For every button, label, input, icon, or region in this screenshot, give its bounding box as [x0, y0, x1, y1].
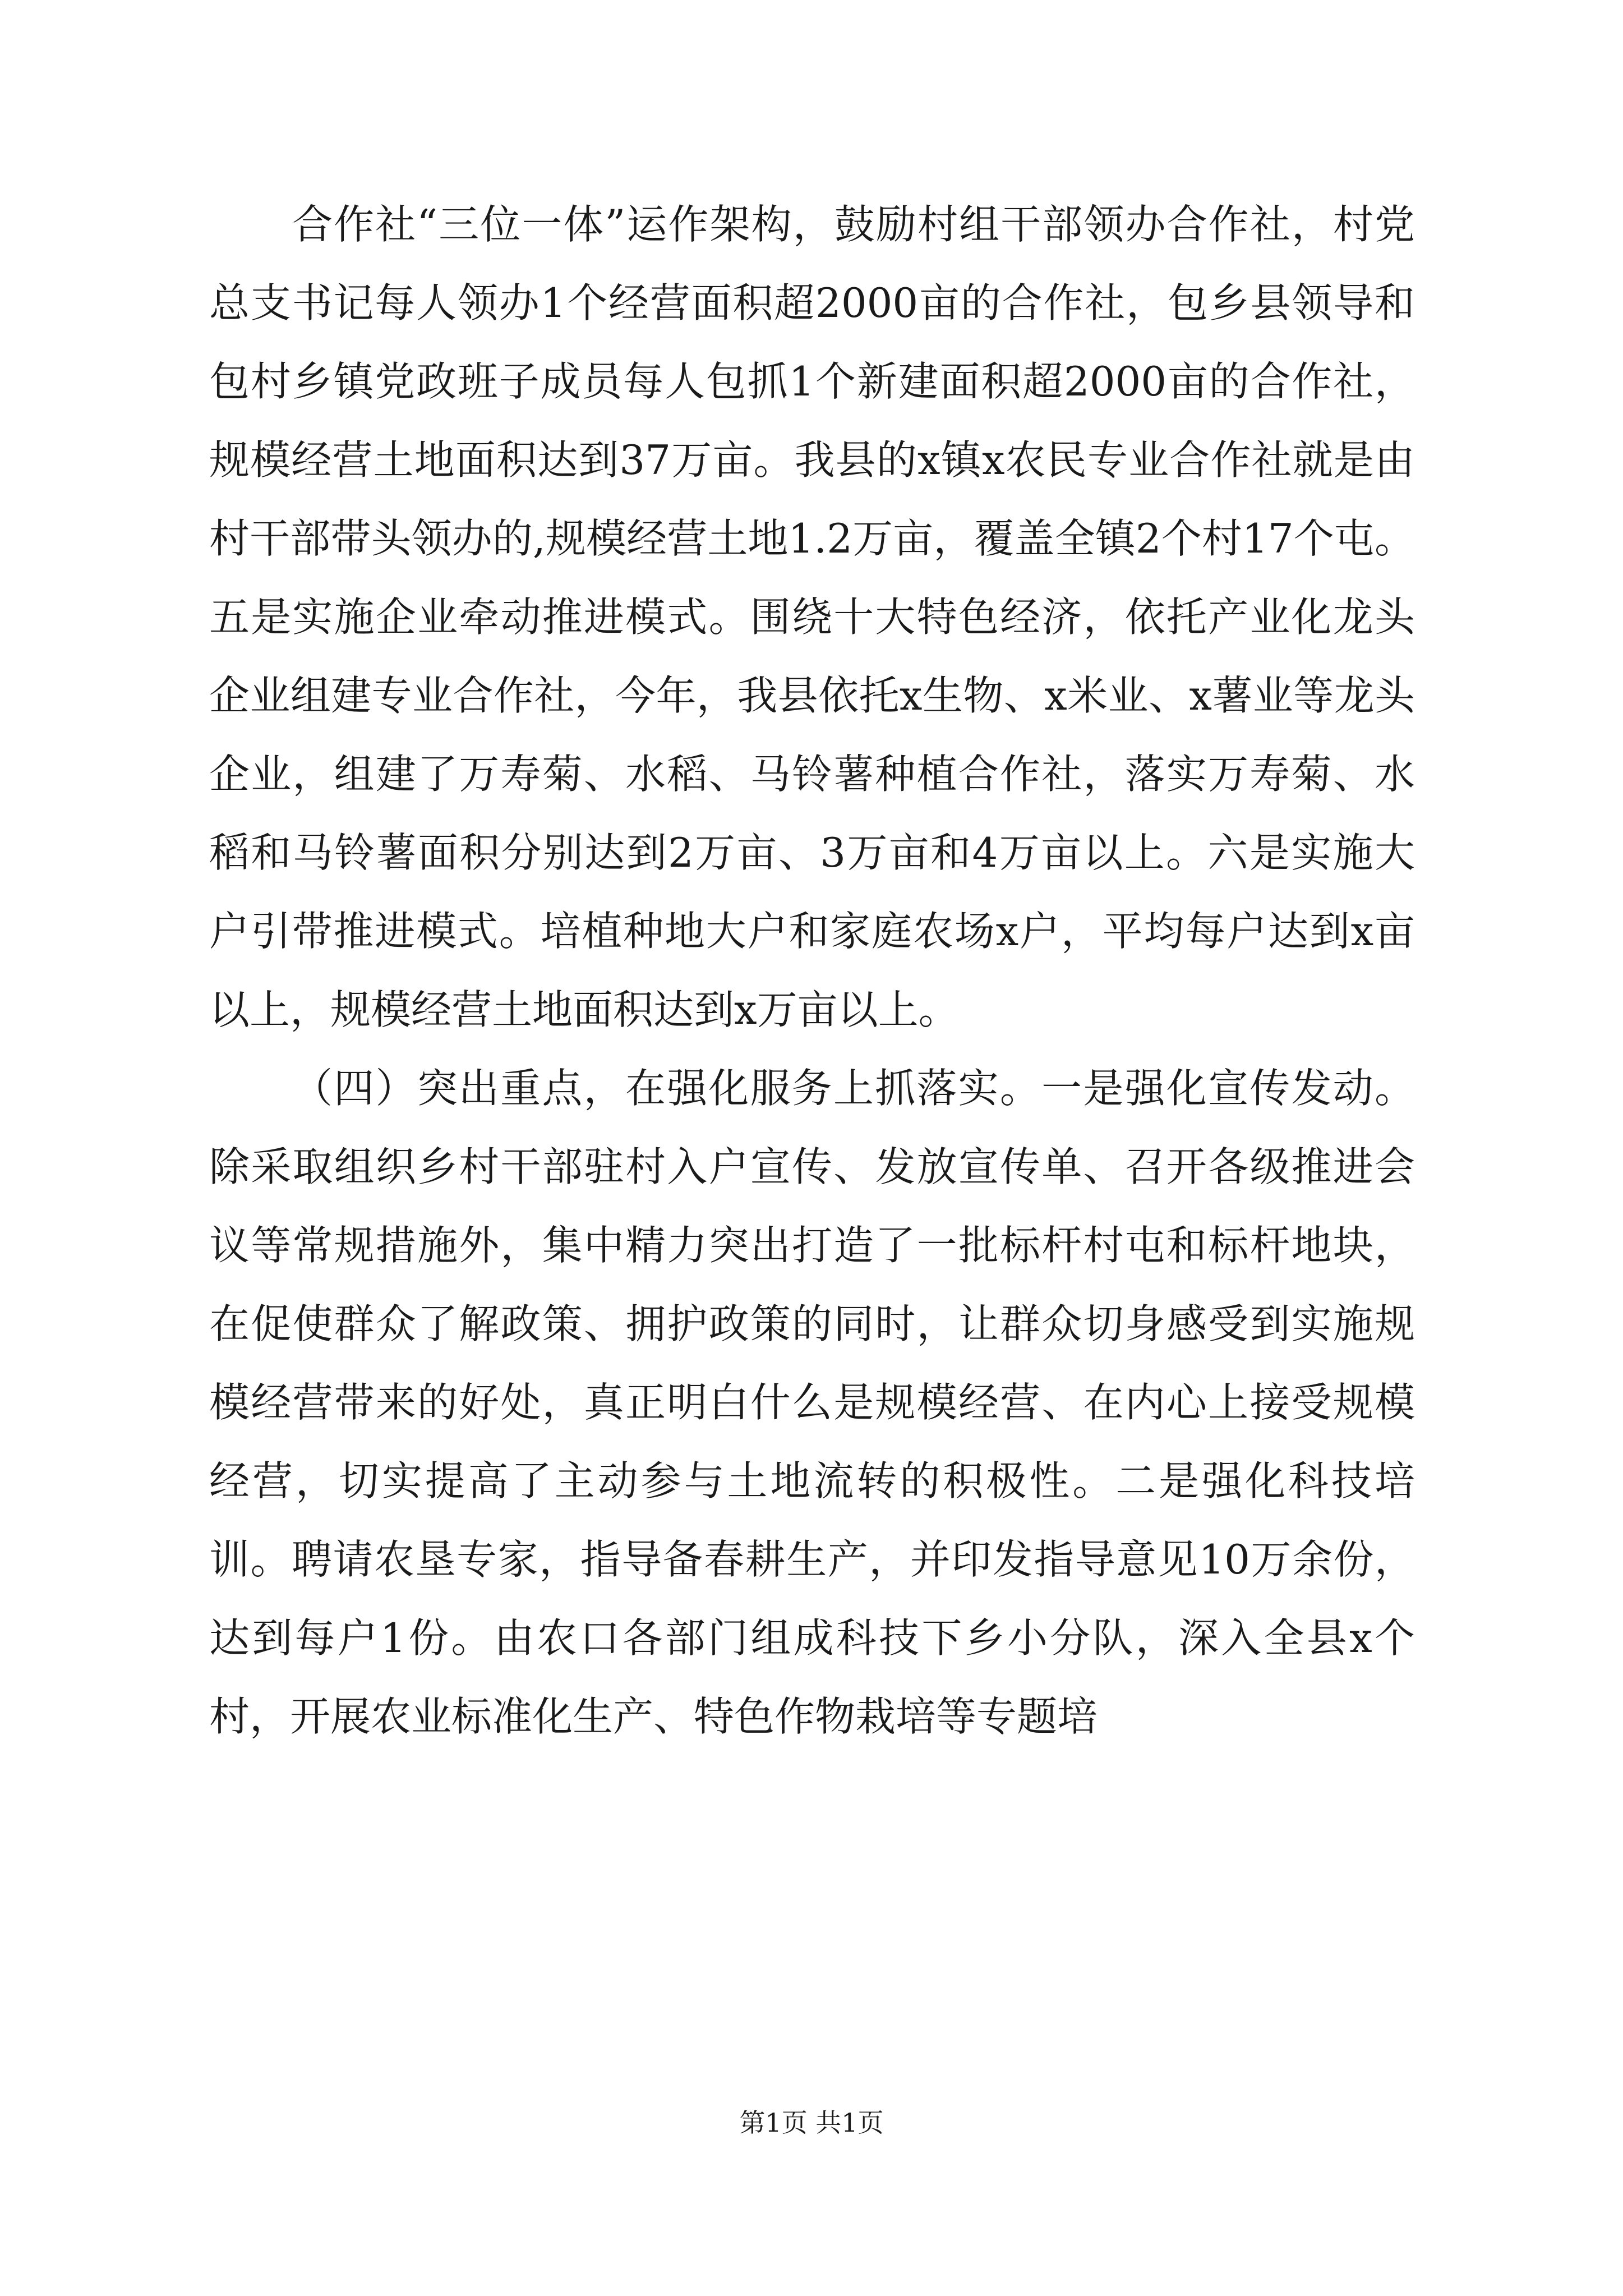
paragraph-cooperative-models: 合作社“三位一体”运作架构，鼓励村组干部领办合作社，村党总支书记每人领办1个经营面积超2000亩的合作社，包乡县领导和包村乡镇党政班子成员每人包抓1个新建面积超2000亩的合作社，规模经营土地面积达到37万亩。我县的x镇x农民专业合作社就是由村干部带头领办的,规模经营土地1.2万亩，覆盖全镇2个村17个屯。五是实施企业牵动推进模式。围绕十大特色经济，依托产业化龙头企业组建专业合作社，今年，我县依托x生物、x米业、x薯业等龙头企业，组建了万寿菊、水稻、马铃薯种植合作社，落实万寿菊、水稻和马铃薯面积分别达到2万亩、3万亩和4万亩以上。六是实施大户引带推进模式。培植种地大户和家庭农场x户，平均每户达到x亩以上，规模经营土地面积达到x万亩以上。 [209, 201, 1415, 1033]
page-footer: 第1页 共1页 [739, 2108, 884, 2138]
document-body [209, 185, 1415, 1756]
paragraph-service-focus: （四）突出重点，在强化服务上抓落实。一是强化宣传发动。除采取组织乡村干部驻村入户宣传、发放宣传单、召开各级推进会议等常规措施外，集中精力突出打造了一批标杆村屯和标杆地块，在促使群众了解政策、拥护政策的同时，让群众切身感受到实施规模经营带来的好处，真正明白什么是规模经营、在内心上接受规模经营，切实提高了主动参与土地流转的积极性。二是强化科技培训。聘请农垦专家，指导备春耕生产，并印发指导意见10万余份，达到每户1份。由农口各部门组成科技下乡小分队，深入全县x个村，开展农业标准化生产、特色作物栽培等专题培 [209, 1065, 1415, 1740]
